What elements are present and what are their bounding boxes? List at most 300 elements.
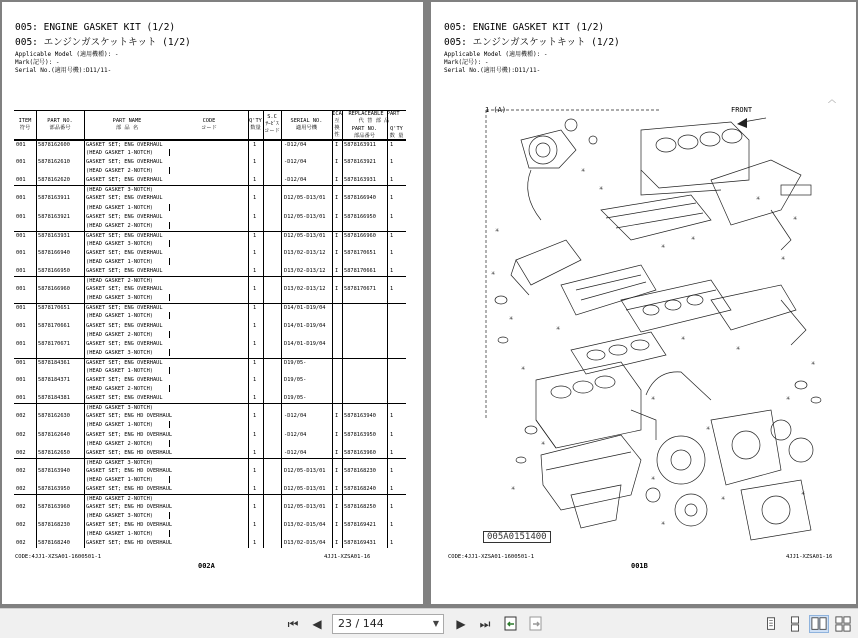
col-rep-qty	[387, 126, 406, 140]
item-cell: 001	[16, 268, 26, 275]
part-name-cell: GASKET SET; ENG HD OVERHAUL	[86, 504, 173, 511]
col-ica-jp1: 互	[334, 118, 340, 124]
replaceable-qty-cell: 1	[390, 213, 394, 220]
table-row	[14, 158, 406, 167]
page-label: 002A	[198, 562, 215, 570]
col-rep-part-jp: 部品番号	[353, 133, 376, 139]
svg-text:✳: ✳	[786, 394, 791, 402]
qty-cell: 1	[253, 249, 257, 256]
ica-cell: I	[335, 431, 339, 438]
col-ica	[332, 111, 342, 139]
table-row	[14, 331, 406, 340]
table-row	[14, 140, 406, 149]
col-code	[170, 118, 248, 132]
table-row	[14, 258, 406, 267]
footer-ref: 4JJ1-XZSA01-16	[324, 554, 371, 560]
part-no-cell: 5878184381	[38, 395, 70, 402]
svg-text:✳: ✳	[681, 334, 686, 342]
col-ica-jp2: 換	[334, 125, 340, 131]
page-selector[interactable]	[332, 614, 444, 634]
ica-cell: I	[335, 413, 339, 420]
table-row	[14, 149, 406, 158]
col-sc-label: S.C	[267, 114, 277, 120]
row-marker	[169, 512, 170, 519]
left-page	[2, 2, 423, 604]
replaceable-part-cell: 5878163931	[344, 177, 376, 184]
table-row	[14, 231, 406, 240]
col-item-jp: 符号	[19, 125, 31, 131]
serial-cell: D13/02-D13/12	[284, 268, 326, 275]
replaceable-qty-cell: 1	[390, 142, 394, 148]
replaceable-qty-cell: 1	[390, 467, 394, 474]
serial-cell: -D12/04	[284, 142, 307, 148]
replaceable-part-cell: 5878166950	[344, 213, 376, 220]
page-title-jp: 005: エンジンガスケットキット (1/2)	[444, 37, 620, 48]
go-forward-view-icon[interactable]	[527, 615, 545, 633]
row-marker	[169, 421, 170, 428]
item-cell: 001	[16, 249, 26, 256]
replaceable-part-cell: 5878166940	[344, 195, 376, 202]
col-qty-label: Q'TY	[249, 118, 262, 124]
part-name-cell: (HEAD GASKET 2-NOTCH)	[86, 386, 153, 393]
page-title-jp: 005: エンジンガスケットキット (1/2)	[15, 37, 191, 48]
row-marker	[169, 385, 170, 392]
table-row	[14, 539, 406, 548]
ica-cell: I	[335, 449, 339, 456]
part-name-cell: (HEAD GASKET 3-NOTCH)	[86, 405, 153, 412]
table-row	[14, 412, 406, 421]
svg-text:✳: ✳	[521, 364, 526, 372]
part-name-cell: (HEAD GASKET 1-NOTCH)	[86, 476, 153, 483]
table-row	[14, 449, 406, 458]
replaceable-part-cell: 5878168240	[344, 485, 376, 492]
qty-cell: 1	[253, 467, 257, 474]
item-cell: 001	[16, 395, 26, 402]
qty-cell: 1	[253, 359, 257, 366]
go-back-view-icon[interactable]	[502, 615, 520, 633]
part-no-cell: 5878166960	[38, 286, 70, 293]
item-cell: 002	[16, 485, 26, 492]
part-name-cell: (HEAD GASKET 3-NOTCH)	[86, 459, 153, 466]
svg-text:✳: ✳	[541, 439, 546, 447]
replaceable-part-cell: 5878168250	[344, 504, 376, 511]
col-rep-qty-jp: 数 量	[389, 133, 404, 139]
serial-cell: D12/05-D13/01	[284, 195, 326, 202]
col-replaceable	[342, 111, 406, 125]
table-row	[14, 213, 406, 222]
part-name-cell: (HEAD GASKET 2-NOTCH)	[86, 168, 153, 175]
part-no-cell: 5878163931	[38, 232, 70, 239]
qty-cell: 1	[253, 340, 257, 347]
table-row	[14, 267, 406, 276]
svg-text:✳: ✳	[651, 474, 656, 482]
ica-cell: I	[335, 286, 339, 293]
part-name-cell: GASKET SET; ENG HD OVERHAUL	[86, 449, 173, 456]
table-row	[14, 185, 406, 194]
svg-text:✳: ✳	[495, 226, 500, 234]
replaceable-qty-cell: 1	[390, 159, 394, 166]
qty-cell: 1	[253, 540, 257, 547]
table-row	[14, 403, 406, 412]
qty-cell: 1	[253, 305, 257, 312]
col-serial-label: SERIAL NO.	[290, 118, 323, 124]
part-name-cell: (HEAD GASKET 1-NOTCH)	[86, 313, 153, 320]
svg-text:✳: ✳	[706, 424, 711, 432]
serial-cell: -D12/04	[284, 449, 307, 456]
qty-cell: 1	[253, 449, 257, 456]
last-page-button[interactable]: ⏭	[479, 617, 491, 631]
table-body	[14, 140, 406, 549]
ica-cell: I	[335, 213, 339, 220]
svg-text:✳: ✳	[599, 184, 604, 192]
serial-cell: D19/05-	[284, 395, 307, 402]
qty-cell: 1	[253, 177, 257, 184]
table-row	[14, 476, 406, 485]
replaceable-part-cell: 5878163960	[344, 449, 376, 456]
col-part-no-label: PART NO.	[47, 118, 73, 124]
serial-number: Serial No.(適用号機):D11/11-	[15, 67, 112, 74]
svg-text:✳: ✳	[781, 254, 786, 262]
part-name-cell: (HEAD GASKET 3-NOTCH)	[86, 187, 153, 194]
part-no-cell: 5878163940	[38, 467, 70, 474]
svg-text:✳: ✳	[801, 489, 806, 497]
serial-cell: D14/01-D19/04	[284, 322, 326, 329]
row-marker	[169, 440, 170, 447]
replaceable-qty-cell: 1	[390, 522, 394, 529]
qty-cell: 1	[253, 286, 257, 293]
table-row	[14, 358, 406, 367]
two-page-view-icon[interactable]	[809, 615, 829, 633]
ica-cell: I	[335, 159, 339, 166]
page-title-en: 005: ENGINE GASKET KIT (1/2)	[444, 22, 605, 33]
item-cell: 002	[16, 504, 26, 511]
item-cell: 001	[16, 305, 26, 312]
row-marker	[169, 349, 170, 356]
table-row	[14, 204, 406, 213]
col-rep-qty-label: Q'TY	[390, 126, 403, 132]
svg-text:✳: ✳	[511, 484, 516, 492]
replaceable-qty-cell: 1	[390, 195, 394, 202]
replaceable-part-cell: 5878169431	[344, 540, 376, 547]
qty-cell: 1	[253, 413, 257, 420]
row-marker	[169, 294, 170, 301]
svg-text:✳: ✳	[661, 519, 666, 527]
item-cell: 001	[16, 340, 26, 347]
table-row	[14, 349, 406, 358]
part-no-cell: 5878170671	[38, 340, 70, 347]
svg-text:✳: ✳	[736, 344, 741, 352]
exploded-parts-diagram	[481, 100, 831, 542]
diagram-section-label: 1 (A)	[485, 106, 507, 114]
col-part-name-label: PART NAME	[112, 118, 142, 124]
qty-cell: 1	[253, 268, 257, 275]
table-row	[14, 494, 406, 503]
footer-code: CODE:4JJ1-XZSA01-1600501-1	[448, 554, 535, 560]
diagram-number: 005A0151400	[483, 531, 551, 543]
replaceable-qty-cell: 1	[390, 177, 394, 184]
serial-cell: D13/02-D13/12	[284, 286, 326, 293]
replaceable-part-cell: 5878163950	[344, 431, 376, 438]
part-name-cell: GASKET SET; ENG HD OVERHAUL	[86, 431, 173, 438]
part-name-cell: GASKET SET; ENG OVERHAUL	[86, 340, 163, 347]
table-row	[14, 431, 406, 440]
part-name-cell: (HEAD GASKET 2-NOTCH)	[86, 440, 153, 447]
qty-cell: 1	[253, 232, 257, 239]
replaceable-part-cell: 5878166960	[344, 232, 376, 239]
svg-text:✳: ✳	[661, 242, 666, 250]
table-row	[14, 394, 406, 403]
replaceable-part-cell: 5878170651	[344, 249, 376, 256]
part-no-cell: 5878162610	[38, 159, 70, 166]
part-no-cell: 5878168240	[38, 540, 70, 547]
col-replaceable-jp: 代 替 部 品	[358, 118, 390, 124]
item-cell: 001	[16, 142, 26, 148]
footer-code: CODE:4JJ1-XZSA01-1600501-1	[15, 554, 102, 560]
part-name-cell: GASKET SET; ENG OVERHAUL	[86, 322, 163, 329]
mark: Mark(記号): -	[15, 59, 60, 66]
qty-cell: 1	[253, 322, 257, 329]
row-marker	[169, 331, 170, 338]
applicable-model: Applicable Model (適用機種): -	[15, 51, 119, 58]
table-row	[14, 294, 406, 303]
serial-cell: -D12/04	[284, 413, 307, 420]
col-serial-jp: 適用号機	[295, 125, 318, 131]
serial-cell: D12/05-D13/01	[284, 504, 326, 511]
table-row	[14, 485, 406, 494]
col-replaceable-label: REPLACEABLE PART	[348, 111, 400, 117]
part-name-cell: (HEAD GASKET 3-NOTCH)	[86, 513, 153, 520]
replaceable-qty-cell: 1	[390, 449, 394, 456]
serial-cell: -D12/04	[284, 431, 307, 438]
col-qty	[248, 118, 263, 132]
part-name-cell: (HEAD GASKET 1-NOTCH)	[86, 204, 153, 211]
part-no-cell: 5878162650	[38, 449, 70, 456]
col-sc	[263, 114, 281, 135]
item-cell: 001	[16, 377, 26, 384]
part-no-cell: 5878166950	[38, 268, 70, 275]
next-page-button[interactable]: ▶	[456, 617, 466, 631]
col-code-label: CODE	[202, 118, 216, 124]
part-name-cell: GASKET SET; ENG OVERHAUL	[86, 395, 163, 402]
replaceable-qty-cell: 1	[390, 431, 394, 438]
qty-cell: 1	[253, 522, 257, 529]
svg-text:✳: ✳	[651, 394, 656, 402]
svg-text:✳: ✳	[491, 269, 496, 277]
part-name-cell: (HEAD GASKET 3-NOTCH)	[86, 349, 153, 356]
serial-number: Serial No.(適用号機):D11/11-	[444, 67, 541, 74]
replaceable-part-cell: 5878168230	[344, 467, 376, 474]
table-row	[14, 512, 406, 521]
item-cell: 001	[16, 159, 26, 166]
col-item-label: ITEM	[18, 118, 32, 124]
serial-cell: D12/05-D13/01	[284, 232, 326, 239]
svg-text:✳: ✳	[509, 314, 514, 322]
part-name-cell: (HEAD GASKET 2-NOTCH)	[86, 496, 153, 503]
table-row	[14, 285, 406, 294]
part-name-cell: (HEAD GASKET 1-NOTCH)	[86, 422, 153, 429]
col-rep-part	[342, 126, 387, 140]
footer-ref: 4JJ1-XZSA01-16	[786, 554, 833, 560]
qty-cell: 1	[253, 504, 257, 511]
row-marker	[169, 476, 170, 483]
part-name-cell: GASKET SET; ENG OVERHAUL	[86, 305, 163, 312]
replaceable-qty-cell: 1	[390, 540, 394, 547]
part-no-cell: 5878170661	[38, 322, 70, 329]
part-name-cell: (HEAD GASKET 1-NOTCH)	[86, 531, 153, 538]
col-ica-jp3: 性	[334, 132, 340, 138]
ica-cell: I	[335, 232, 339, 239]
part-no-cell: 5878163960	[38, 504, 70, 511]
col-qty-jp: 数量	[250, 125, 261, 131]
ica-cell: I	[335, 142, 339, 148]
qty-cell: 1	[253, 142, 257, 148]
table-row	[14, 249, 406, 258]
serial-cell: D12/05-D13/01	[284, 213, 326, 220]
svg-text:✳: ✳	[721, 494, 726, 502]
chevron-down-icon[interactable]: ▼	[432, 619, 439, 628]
item-cell: 001	[16, 213, 26, 220]
item-cell: 002	[16, 467, 26, 474]
replaceable-part-cell: 5878170671	[344, 286, 376, 293]
part-no-cell: 5878163950	[38, 485, 70, 492]
part-name-cell: (HEAD GASKET 2-NOTCH)	[86, 331, 153, 338]
serial-cell: -D12/04	[284, 177, 307, 184]
part-name-cell: GASKET SET; ENG HD OVERHAUL	[86, 413, 173, 420]
table-row	[14, 303, 406, 312]
row-marker	[169, 367, 170, 374]
ica-cell: I	[335, 177, 339, 184]
applicable-model: Applicable Model (適用機種): -	[444, 51, 548, 58]
single-page-view-icon[interactable]	[761, 615, 781, 633]
row-marker	[169, 149, 170, 156]
qty-cell: 1	[253, 485, 257, 492]
replaceable-qty-cell: 1	[390, 485, 394, 492]
item-cell: 002	[16, 431, 26, 438]
replaceable-qty-cell: 1	[390, 504, 394, 511]
table-row	[14, 503, 406, 512]
serial-cell: D19/05-	[284, 377, 307, 384]
svg-text:✳: ✳	[556, 324, 561, 332]
ica-cell: I	[335, 467, 339, 474]
part-name-cell: GASKET SET; ENG OVERHAUL	[86, 142, 163, 148]
part-no-cell: 5878162620	[38, 177, 70, 184]
replaceable-part-cell: 5878170661	[344, 268, 376, 275]
part-no-cell: 5878162600	[38, 142, 70, 148]
col-sc-jp1: ｻｰﾋﾞｽ	[265, 121, 279, 127]
page-label: 001B	[631, 562, 648, 570]
serial-cell: D12/05-D13/01	[284, 467, 326, 474]
serial-cell: D14/01-D19/04	[284, 305, 326, 312]
col-serial	[281, 118, 332, 132]
part-no-cell: 5878184371	[38, 377, 70, 384]
two-page-continuous-view-icon[interactable]	[833, 615, 853, 633]
part-no-cell: 5878166940	[38, 249, 70, 256]
collapse-icon[interactable]: ︿	[828, 95, 836, 104]
serial-cell: D14/01-D19/04	[284, 340, 326, 347]
table-row	[14, 276, 406, 285]
part-name-cell: GASKET SET; ENG HD OVERHAUL	[86, 485, 173, 492]
part-name-cell: GASKET SET; ENG HD OVERHAUL	[86, 522, 173, 529]
qty-cell: 1	[253, 377, 257, 384]
item-cell: 002	[16, 522, 26, 529]
item-cell: 002	[16, 413, 26, 420]
item-cell: 001	[16, 232, 26, 239]
part-name-cell: GASKET SET; ENG OVERHAUL	[86, 195, 163, 202]
replaceable-qty-cell: 1	[390, 286, 394, 293]
svg-text:✳: ✳	[811, 359, 816, 367]
table-row	[14, 458, 406, 467]
part-name-cell: (HEAD GASKET 3-NOTCH)	[86, 240, 153, 247]
table-row	[14, 322, 406, 331]
col-sc-jp2: コード	[264, 128, 280, 134]
part-name-cell: GASKET SET; ENG OVERHAUL	[86, 249, 163, 256]
part-no-cell: 5878168230	[38, 522, 70, 529]
table-row	[14, 376, 406, 385]
row-marker	[169, 258, 170, 265]
col-part-no-jp: 部品番号	[49, 125, 71, 131]
table-row	[14, 421, 406, 430]
part-name-cell: (HEAD GASKET 1-NOTCH)	[86, 150, 153, 157]
item-cell: 002	[16, 540, 26, 547]
part-name-cell: GASKET SET; ENG OVERHAUL	[86, 268, 163, 275]
row-marker	[169, 530, 170, 537]
table-row	[14, 167, 406, 176]
part-name-cell: GASKET SET; ENG OVERHAUL	[86, 286, 163, 293]
col-item	[14, 118, 36, 132]
col-ica-label: ICA	[332, 111, 342, 117]
part-name-cell: (HEAD GASKET 1-NOTCH)	[86, 367, 153, 374]
part-name-cell: GASKET SET; ENG OVERHAUL	[86, 159, 163, 166]
table-row	[14, 222, 406, 231]
item-cell: 001	[16, 286, 26, 293]
replaceable-part-cell: 5878163940	[344, 413, 376, 420]
part-name-cell: GASKET SET; ENG OVERHAUL	[86, 359, 163, 366]
ica-cell: I	[335, 485, 339, 492]
replaceable-part-cell: 5878163921	[344, 159, 376, 166]
first-page-button[interactable]: ⏮	[287, 617, 299, 631]
svg-text:✳: ✳	[793, 214, 798, 222]
continuous-page-view-icon[interactable]	[785, 615, 805, 633]
qty-cell: 1	[253, 431, 257, 438]
serial-cell: D13/02-D13/12	[284, 249, 326, 256]
serial-cell: D19/05-	[284, 359, 307, 366]
table-row	[14, 367, 406, 376]
replaceable-qty-cell: 1	[390, 232, 394, 239]
right-page	[431, 2, 856, 604]
part-no-cell: 5878162630	[38, 413, 70, 420]
part-name-cell: (HEAD GASKET 2-NOTCH)	[86, 278, 153, 285]
serial-cell: -D12/04	[284, 159, 307, 166]
serial-cell: D13/02-D15/04	[284, 540, 326, 547]
ica-cell: I	[335, 268, 339, 275]
table-row	[14, 194, 406, 203]
prev-page-button[interactable]: ◀	[312, 617, 322, 631]
row-marker	[169, 167, 170, 174]
svg-text:✳: ✳	[691, 234, 696, 242]
diagram-front-label: FRONT	[731, 106, 753, 114]
row-marker	[169, 222, 170, 229]
part-name-cell: GASKET SET; ENG OVERHAUL	[86, 377, 163, 384]
item-cell: 001	[16, 177, 26, 184]
table-row	[14, 530, 406, 539]
part-no-cell: 5878170651	[38, 305, 70, 312]
part-name-cell: GASKET SET; ENG OVERHAUL	[86, 232, 163, 239]
table-row	[14, 340, 406, 349]
ica-cell: I	[335, 249, 339, 256]
item-cell: 001	[16, 322, 26, 329]
replaceable-part-cell: 5878163911	[344, 142, 376, 148]
svg-text:✳: ✳	[581, 166, 586, 174]
